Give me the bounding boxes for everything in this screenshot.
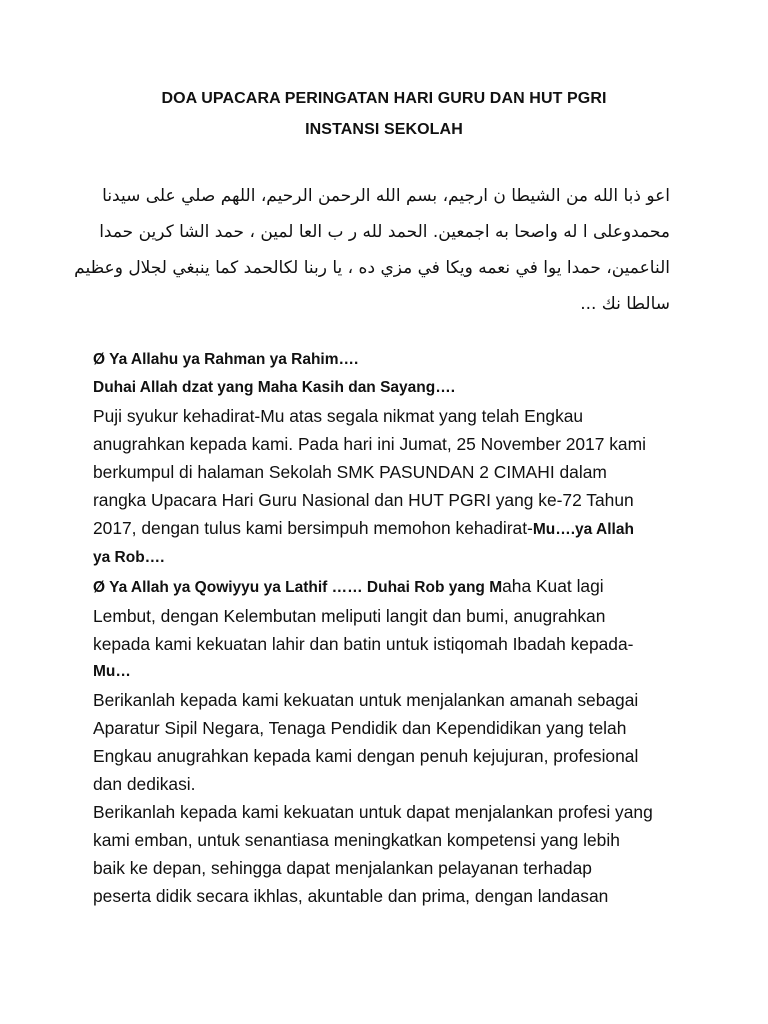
arabic-line: سالطا نك ... [580, 294, 670, 314]
arabic-line: محمدوعلى ا له واصحا به اجمعين. الحمد لله ر ب العا لمين ، حمد الشا كرين حمدا [99, 222, 670, 242]
body-bold-text: Mu….ya Allah [532, 521, 634, 538]
invocation-line: Ø Ya Allahu ya Rahman ya Rahim…. [93, 351, 359, 368]
body-bold-line: ya Rob…. [93, 549, 165, 566]
body-line: peserta didik secara ikhlas, akuntable dan prima, dengan landasan [93, 886, 609, 906]
body-line [93, 514, 693, 544]
invocation-line [93, 572, 693, 602]
body-line: kami emban, untuk senantiasa meningkatkan kompetensi yang lebih [93, 830, 620, 850]
arabic-line: اعو ذبا الله من الشيطا ن ارجيم، بسم الله الرحمن الرحيم، اللهم صلي على سيدنا [102, 186, 670, 206]
body-line: Berikanlah kepada kami kekuatan untuk dapat menjalankan profesi yang [93, 802, 653, 822]
body-line: baik ke depan, sehingga dapat menjalankan pelayanan terhadap [93, 858, 592, 878]
body-line: dan dedikasi. [93, 774, 196, 794]
body-line: anugrahkan kepada kami. Pada hari ini Jumat, 25 November 2017 kami [93, 434, 646, 454]
body-line: berkumpul di halaman Sekolah SMK PASUNDAN 2 CIMAHI dalam [93, 462, 607, 482]
body-line: rangka Upacara Hari Guru Nasional dan HUT PGRI yang ke-72 Tahun [93, 490, 634, 510]
body-text: 2017, dengan tulus kami bersimpuh memohon kehadirat- [93, 518, 533, 538]
prayer-body [93, 346, 693, 910]
body-bold-text: Ø Ya Allah ya Qowiyyu ya Lathif …… Duhai Rob yang M [93, 579, 503, 596]
body-line: Berikanlah kepada kami kekuatan untuk menjalankan amanah sebagai [93, 690, 639, 710]
body-line: Puji syukur kehadirat-Mu atas segala nikmat yang telah Engkau [93, 406, 584, 426]
document-title: DOA UPACARA PERINGATAN HARI GURU DAN HUT PGRI [161, 90, 607, 107]
arabic-opening-prayer [74, 178, 670, 322]
body-line: Lembut, dengan Kelembutan meliputi langit dan bumi, anugrahkan [93, 606, 606, 626]
body-line: kepada kami kekuatan lahir dan batin untuk istiqomah Ibadah kepada- [93, 634, 634, 654]
body-line: Aparatur Sipil Negara, Tenaga Pendidik dan Kependidikan yang telah [93, 718, 627, 738]
body-bold-line: Mu… [93, 663, 131, 680]
body-line: Engkau anugrahkan kepada kami dengan penuh kejujuran, profesional [93, 746, 639, 766]
body-text: aha Kuat lagi [502, 576, 604, 596]
document-subtitle: INSTANSI SEKOLAH [305, 121, 463, 138]
arabic-line: الناعمين، حمدا يوا في نعمه ويكا في مزي ده ، يا ربنا لكالحمد كما ينبغي لجلال وعظيم [74, 258, 670, 278]
invocation-line: Duhai Allah dzat yang Maha Kasih dan Sayang…. [93, 379, 456, 396]
